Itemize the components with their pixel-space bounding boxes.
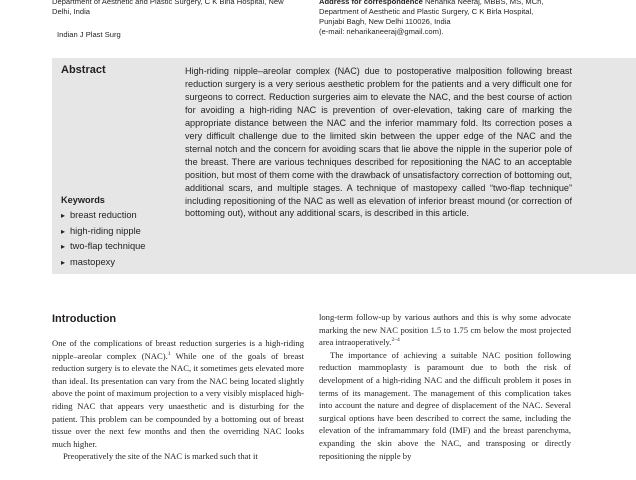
keywords-heading: Keywords [61,195,105,205]
intro-paragraph-1: One of the complications of breast reduction surgeries is a high-riding nipple–areolar complex (NAC).$^1$ While one of the goals of breast reduction surgery is to elevate the NAC, it sometimes gets elevated more than ideal. Its presentation can vary from the NAC being located slightly above the point of maximum projection to a very visibly misplaced high-riding NAC that appears very unaesthetic and is disturbing for the patient. This problem can be compounded by a bottoming out of breast tissue over the next few months and then the overriding NAC looks much higher. [52,338,304,449]
correspondence-label: Address for correspondence [319,0,423,6]
affiliation-line-2: Delhi, India [52,7,90,16]
keywords-list [61,208,145,270]
abstract-heading: Abstract [61,64,106,76]
introduction-heading: Introduction [52,313,117,325]
correspondence-email[interactable]: (e-mail: neharikaneeraj@gmail.com). [319,27,444,36]
correspondence-block [319,0,619,37]
correspondence-address: Punjabi Bagh, New Delhi 110026, India [319,17,451,26]
intro-paragraph-4: The importance of achieving a suitable NAC position following reduction mammoplasty is paramount due to both the risk of development of a high-riding NAC and the difficult problem it poses in terms of its management. The management of this complication takes into account the nature and degree of displacement of the NAC. Several surgical options have been described to correct the same, including the elevation of the inframammary fold (IMF) and the breast parenchyma, expanding the skin above the NAC, and transposing or directly repositioning the nipple by [319,349,571,461]
journal-name: Indian J Plast Surg [57,30,121,39]
intro-paragraph-2: Preoperatively the site of the NAC is marked such that it [63,451,258,462]
affiliation-line-1: Department of Aesthetic and Plastic Surgery, C K Birla Hospital, New [52,0,284,6]
correspondence-department: Department of Aesthetic and Plastic Surgery, C K Birla Hospital, [319,7,534,16]
intro-paragraph-3: long-term follow-up by various authors and this is why some advocate marking the new NAC position 1.5 to 1.75 cm below the most projected area intraoperatively.$^{2-4}$ [319,312,571,348]
correspondence-name: Neharika Neeraj, MBBS, MS, MCh, [424,0,544,6]
keyword-item: ▸ mastopexy [61,255,145,271]
citation-ref[interactable]: 2–4 [391,337,400,344]
keyword-item: ▸ two-flap technique [61,239,145,255]
author-affiliation [52,0,312,17]
body-right-column [319,311,571,462]
citation-ref[interactable]: 1 [167,350,171,357]
body-left-column [52,337,304,463]
keyword-item: ▸ high-riding nipple [61,224,145,240]
keyword-item: ▸ breast reduction [61,208,145,224]
abstract-text: High-riding nipple–areolar complex (NAC) due to postoperative malposition following breast reduction surgery is a very serious aesthetic problem for the patients and a very difficult one for surgeons to correct. Reduction surgeries aim to elevate the NAC, and the best course of action for avoiding a high-riding NAC is prevention of over-elevation, taking care of marking the appropriate distance between the NAC and the inferior mammary fold. Its correction poses a very difficult challenge due to the limited skin between the upper edge of the NAC and the sternal notch and the concern for avoiding scars that lie above the nipple in the superior pole of the breast. There are various techniques described for repositioning the NAC to an acceptable position, but most of them come with the drawback of unsatisfactory correction of bottoming out, additional scars, and multiple stages. A technique of mastopexy called “two-flap technique” including repositioning of the NAC as well as elevation of inferior breast mound (or correction of bottoming out), without any additional scars, is described in this article. [185,66,572,219]
